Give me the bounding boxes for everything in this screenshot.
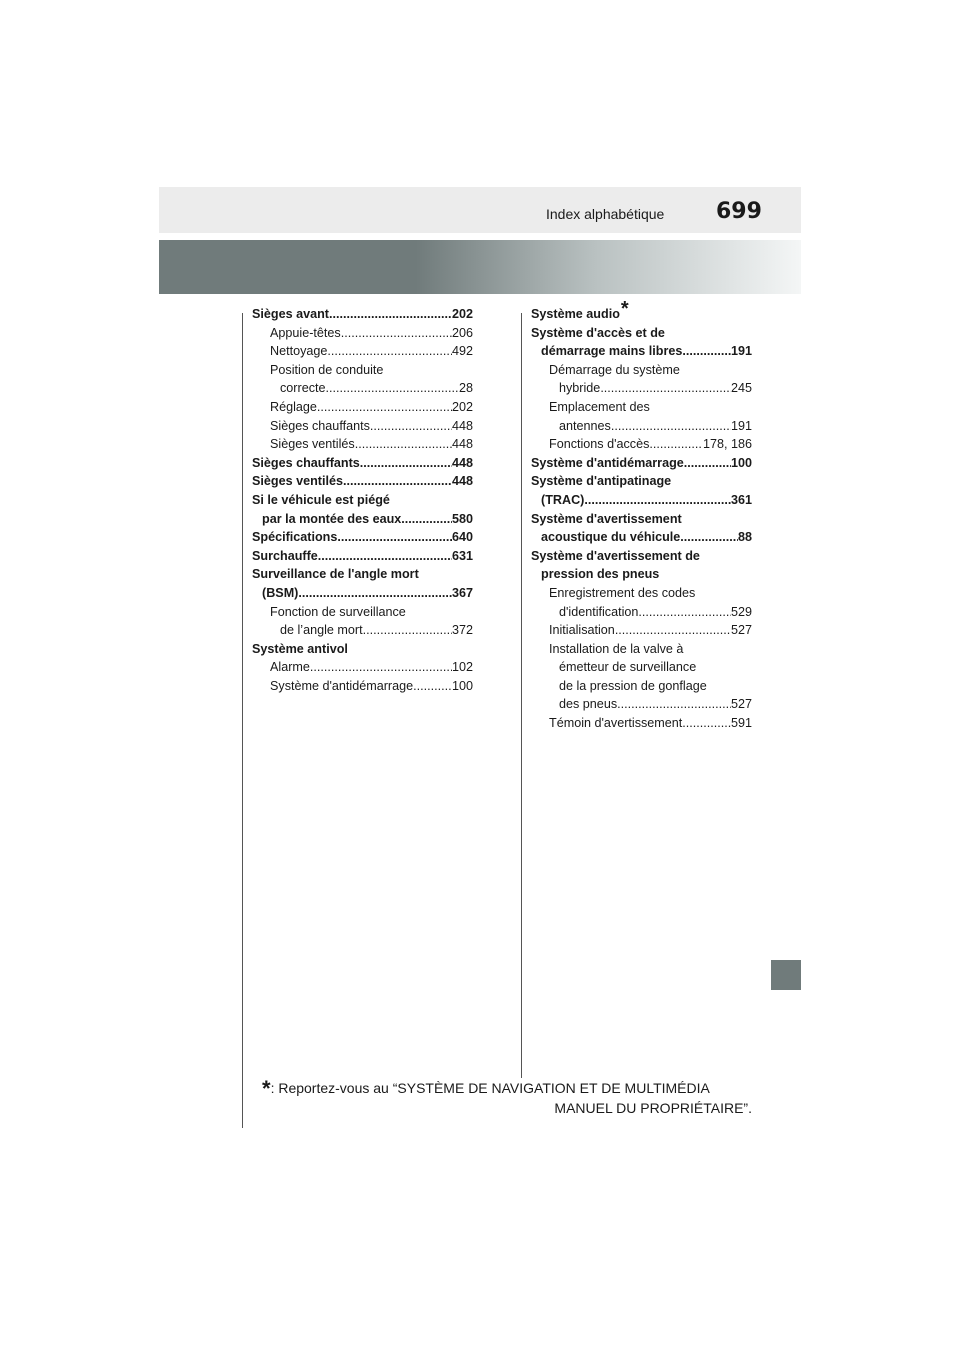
index-column-left bbox=[252, 305, 473, 695]
footnote bbox=[262, 1076, 752, 1118]
page-number: 699 bbox=[716, 199, 762, 224]
index-subentry-continued: antennes ..... 191 bbox=[531, 417, 752, 436]
section-tab-marker bbox=[771, 960, 801, 990]
index-subentry: Nettoyage ..... 492 bbox=[252, 342, 473, 361]
index-subentry: Fonctions d'accès ..... 178, 186 bbox=[531, 435, 752, 454]
index-column-right bbox=[531, 297, 752, 733]
index-entry: Système antivol bbox=[252, 641, 348, 656]
index-subentry-continued: des pneus ..... 527 bbox=[531, 695, 752, 714]
index-entry: Sièges avant ..... 202 bbox=[252, 305, 473, 324]
index-subentry-continued: de l’angle mort ..... 372 bbox=[252, 621, 473, 640]
index-subentry-continued: d'identification ..... 529 bbox=[531, 603, 752, 622]
footnote-marker: * bbox=[620, 297, 629, 320]
index-entry-continued: démarrage mains libres ..... 191 bbox=[531, 342, 752, 361]
index-entry: Surchauffe ..... 631 bbox=[252, 547, 473, 566]
index-subentry: Sièges chauffants ..... 448 bbox=[252, 417, 473, 436]
column-divider bbox=[521, 313, 522, 1078]
index-entry: Spécifications ..... 640 bbox=[252, 528, 473, 547]
index-entry: Système d'avertissement bbox=[531, 511, 682, 526]
index-entry: Sièges chauffants ..... 448 bbox=[252, 454, 473, 473]
index-entry: Surveillance de l'angle mort bbox=[252, 567, 419, 582]
footnote-asterisk: * bbox=[262, 1076, 271, 1101]
index-subentry: Enregistrement des codes bbox=[549, 585, 696, 600]
index-entry-continued: pression des pneus bbox=[541, 567, 660, 582]
index-subentry-continued: de la pression de gonflage bbox=[559, 678, 707, 693]
index-subentry: Réglage ..... 202 bbox=[252, 398, 473, 417]
index-entry: Si le véhicule est piégé bbox=[252, 492, 390, 507]
index-subentry: Démarrage du système bbox=[549, 362, 680, 377]
index-entry-continued: par la montée des eaux ..... 580 bbox=[252, 510, 473, 529]
index-subentry: Emplacement des bbox=[549, 399, 650, 414]
index-entry: Sièges ventilés ..... 448 bbox=[252, 472, 473, 491]
index-subentry: Position de conduite bbox=[270, 362, 384, 377]
index-entry: Système audio* bbox=[531, 297, 629, 321]
index-subentry: Initialisation ..... 527 bbox=[531, 621, 752, 640]
index-entry: Système d'avertissement de bbox=[531, 548, 700, 563]
index-subentry-continued: correcte ..... 28 bbox=[252, 379, 473, 398]
index-entry: Système d'antipatinage bbox=[531, 474, 672, 489]
footnote-line-2: MANUEL DU PROPRIÉTAIRE”. bbox=[554, 1100, 752, 1116]
index-entry-continued: (BSM) ..... 367 bbox=[252, 584, 473, 603]
left-margin-rule bbox=[242, 313, 243, 1128]
index-entry: Système d'accès et de bbox=[531, 325, 665, 340]
index-subentry: Installation de la valve à bbox=[549, 641, 684, 656]
index-subentry: Sièges ventilés ..... 448 bbox=[252, 435, 473, 454]
index-entry: Système d'antidémarrage ..... 100 bbox=[531, 454, 752, 473]
index-subentry: Fonction de surveillance bbox=[270, 604, 406, 619]
index-entry-continued: (TRAC) ..... 361 bbox=[531, 491, 752, 510]
index-subentry-continued: hybride ..... 245 bbox=[531, 379, 752, 398]
index-subentry: Appuie-têtes ..... 206 bbox=[252, 324, 473, 343]
index-entry-continued: acoustique du véhicule ..... 88 bbox=[531, 528, 752, 547]
header-title: Index alphabétique bbox=[546, 206, 665, 222]
index-subentry: Système d'antidémarrage ..... 100 bbox=[252, 677, 473, 696]
index-subentry: Alarme ..... 102 bbox=[252, 658, 473, 677]
section-banner bbox=[159, 240, 801, 294]
index-subentry-continued: émetteur de surveillance bbox=[559, 660, 697, 675]
index-subentry: Témoin d'avertissement ..... 591 bbox=[531, 714, 752, 733]
header-band bbox=[159, 187, 801, 233]
footnote-line-1: *: Reportez-vous au “SYSTÈME DE NAVIGATION ET DE MULTIMÉDIA bbox=[262, 1076, 710, 1101]
